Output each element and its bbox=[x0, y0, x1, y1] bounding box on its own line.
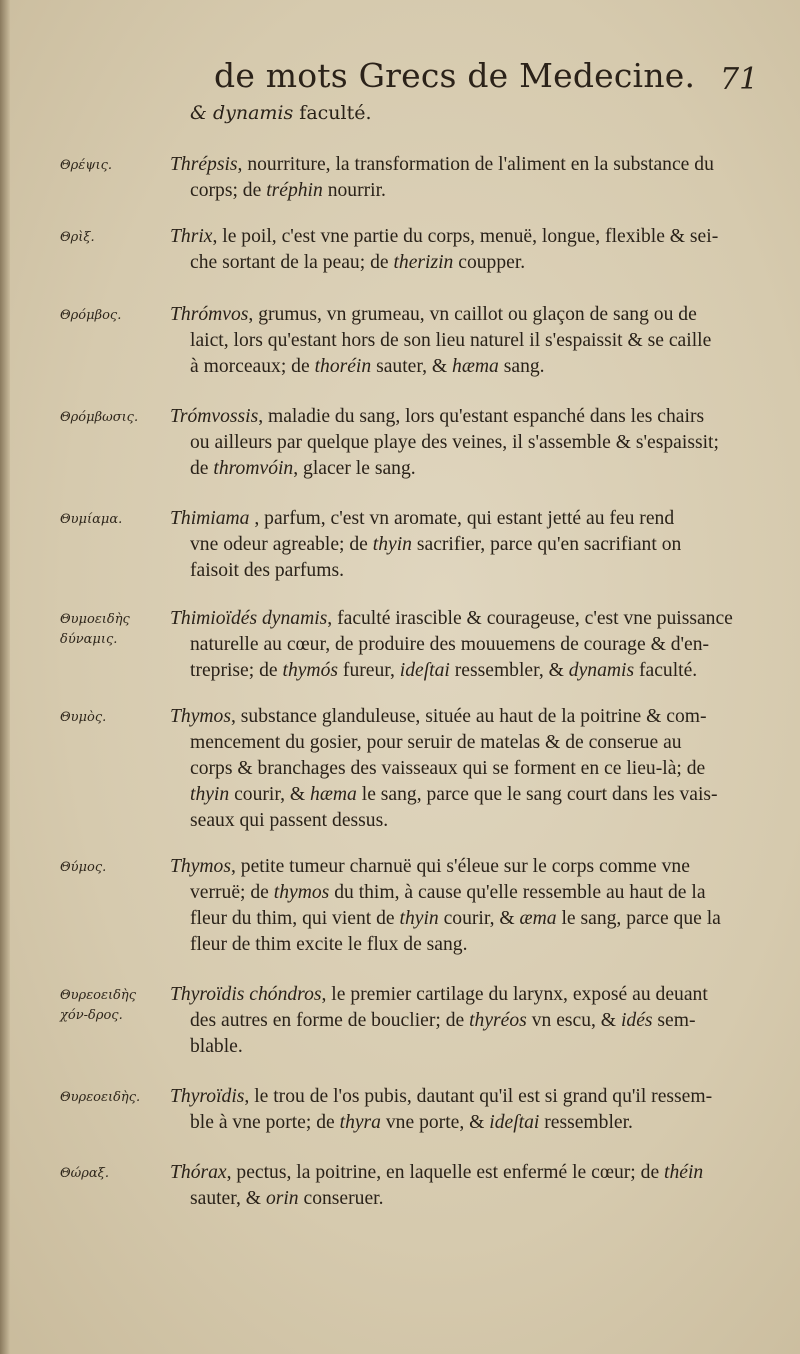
definition-text: che sortant de la peau; de bbox=[190, 252, 394, 273]
entry-definition bbox=[170, 854, 760, 958]
definition-text: sang. bbox=[498, 356, 545, 377]
entry-definition bbox=[170, 982, 760, 1060]
definition-line bbox=[170, 1034, 760, 1060]
definition-text: vn escu, & bbox=[526, 1010, 621, 1031]
definition-text: fleur du thim, qui vient de bbox=[190, 908, 400, 929]
headword-or-etymon: Thyroïdis bbox=[170, 1086, 245, 1107]
definition-text: corps & branchages des vaisseaux qui se forment en ce lieu-là; de bbox=[190, 758, 706, 779]
definition-text: des autres en forme de bouclier; de bbox=[190, 1010, 470, 1031]
headword-or-etymon: théin bbox=[664, 1162, 704, 1183]
definition-line bbox=[170, 1186, 760, 1212]
headword-or-etymon: thyin bbox=[190, 784, 230, 805]
headword-or-etymon: tréphin bbox=[266, 180, 323, 201]
headword-or-etymon: thymos bbox=[273, 882, 330, 903]
definition-text: seaux qui passent dessus. bbox=[190, 810, 389, 831]
definition-line bbox=[170, 224, 760, 250]
margin-greek-term: Θύμος. bbox=[60, 860, 107, 875]
definition-text: de bbox=[190, 458, 214, 479]
headword-or-etymon: Thrépsis bbox=[170, 154, 238, 175]
definition-text: coupper. bbox=[453, 252, 526, 273]
definition-text: nourrir. bbox=[322, 180, 386, 201]
definition-text: , pectus, la poitrine, en laquelle est enfermé le cœur; de bbox=[226, 1162, 665, 1183]
definition-text: , faculté irascible & courageuse, c'est vne puissance bbox=[327, 608, 733, 629]
margin-greek-term: Θυρεοειδὴς. bbox=[60, 1090, 141, 1105]
margin-greek-term: Θρέψις. bbox=[60, 158, 112, 173]
page-header bbox=[0, 56, 800, 106]
headword-or-etymon: hæma bbox=[452, 356, 499, 377]
definition-text: ble à vne porte; de bbox=[190, 1112, 340, 1133]
headword-or-etymon: thoréin bbox=[314, 356, 372, 377]
definition-line bbox=[170, 704, 760, 730]
headword-or-etymon: Trómvossis bbox=[170, 406, 259, 427]
definition-line bbox=[170, 404, 760, 430]
definition-text: blable. bbox=[190, 1036, 243, 1057]
definition-line bbox=[170, 782, 760, 808]
definition-line bbox=[170, 506, 760, 532]
headword-or-etymon: Thrix bbox=[170, 226, 213, 247]
definition-text: , le trou de l'os pubis, dautant qu'il est si grand qu'il ressem- bbox=[244, 1086, 713, 1107]
headword-or-etymon: Thymos bbox=[170, 706, 231, 727]
definition-line bbox=[170, 558, 760, 584]
entry-definition bbox=[170, 506, 760, 584]
headword-or-etymon: dynamis bbox=[568, 660, 635, 681]
margin-greek-term: Θώραξ. bbox=[60, 1166, 109, 1181]
definition-line bbox=[170, 880, 760, 906]
entry-definition bbox=[170, 404, 760, 482]
margin-greek-term: Θυμοειδὴς δύναμις. bbox=[60, 612, 130, 647]
definition-text: , le poil, c'est vne partie du corps, menuë, longue, flexible & sei- bbox=[212, 226, 719, 247]
definition-text: mencement du gosier, pour seruir de matelas & de conserue au bbox=[190, 732, 682, 753]
definition-line bbox=[170, 606, 760, 632]
margin-greek-term: Θρόμβος. bbox=[60, 308, 122, 323]
definition-text: , le premier cartilage du larynx, exposé au deuant bbox=[321, 984, 708, 1005]
definition-text: ressembler. bbox=[539, 1112, 633, 1133]
definition-text: vne porte, & bbox=[380, 1112, 490, 1133]
headword-or-etymon: orin bbox=[265, 1188, 299, 1209]
definition-text: corps; de bbox=[190, 180, 267, 201]
continuation-text: faculté. bbox=[293, 102, 372, 124]
continuation-line bbox=[190, 102, 372, 124]
headword-or-etymon: thyra bbox=[339, 1112, 381, 1133]
definition-text: sauter, & bbox=[371, 356, 453, 377]
headword-or-etymon: ideſtai bbox=[399, 660, 450, 681]
definition-line bbox=[170, 250, 760, 276]
running-title: de mots Grecs de Medecine. bbox=[214, 56, 696, 95]
definition-line bbox=[170, 1084, 760, 1110]
margin-greek-term: Θυρεοειδὴς χόν-δρος. bbox=[60, 988, 136, 1023]
definition-text: sacrifier, parce qu'en sacrifiant on bbox=[411, 534, 682, 555]
entry-definition bbox=[170, 1160, 760, 1212]
definition-text: , substance glanduleuse, située au haut de la poitrine & com- bbox=[230, 706, 707, 727]
page-number: 71 bbox=[720, 62, 759, 97]
headword-or-etymon: Thórax bbox=[170, 1162, 227, 1183]
headword-or-etymon: therizin bbox=[393, 252, 454, 273]
definition-line bbox=[170, 152, 760, 178]
definition-text: faisoit des parfums. bbox=[190, 560, 344, 581]
definition-text: fureur, bbox=[338, 660, 400, 681]
definition-line bbox=[170, 430, 760, 456]
definition-line bbox=[170, 808, 760, 834]
definition-text: laict, lors qu'estant hors de son lieu naturel il s'espaissit & se caille bbox=[190, 330, 712, 351]
definition-text: treprise; de bbox=[190, 660, 283, 681]
margin-greek-term: Θρὶξ. bbox=[60, 230, 95, 245]
entry-definition bbox=[170, 152, 760, 204]
definition-text: ou ailleurs par quelque playe des veines, il s'assemble & s'espaissit; bbox=[190, 432, 719, 453]
headword-or-etymon: thymós bbox=[282, 660, 339, 681]
definition-text: faculté. bbox=[634, 660, 698, 681]
definition-text: , nourriture, la transformation de l'aliment en la substance du bbox=[237, 154, 714, 175]
definition-text: , maladie du sang, lors qu'estant espanché dans les chairs bbox=[258, 406, 705, 427]
definition-line bbox=[170, 1160, 760, 1186]
definition-text: naturelle au cœur, de produire des mouuemens de courage & d'en- bbox=[190, 634, 710, 655]
definition-text: ressembler, & bbox=[449, 660, 569, 681]
headword-or-etymon: Thyroïdis chóndros bbox=[170, 984, 322, 1005]
definition-text: , grumus, vn grumeau, vn caillot ou glaçon de sang ou de bbox=[248, 304, 697, 325]
definition-line bbox=[170, 932, 760, 958]
definition-text: conseruer. bbox=[298, 1188, 384, 1209]
entry-definition bbox=[170, 302, 760, 380]
headword-or-etymon: æma bbox=[519, 908, 557, 929]
headword-or-etymon: thyin bbox=[372, 534, 412, 555]
entry-definition bbox=[170, 1084, 760, 1136]
continuation-term: & dynamis bbox=[190, 102, 294, 124]
page-edge-shadow bbox=[0, 0, 10, 1354]
headword-or-etymon: thyin bbox=[399, 908, 439, 929]
headword-or-etymon: Thymos bbox=[170, 856, 231, 877]
definition-text: le sang, parce que la bbox=[556, 908, 721, 929]
definition-line bbox=[170, 756, 760, 782]
headword-or-etymon: Thrómvos bbox=[170, 304, 249, 325]
definition-line bbox=[170, 354, 760, 380]
definition-text: , petite tumeur charnuë qui s'éleue sur le corps comme vne bbox=[230, 856, 690, 877]
definition-line bbox=[170, 1110, 760, 1136]
headword-or-etymon: Thimioïdés dynamis bbox=[170, 608, 328, 629]
definition-text: sem- bbox=[652, 1010, 696, 1031]
definition-line bbox=[170, 632, 760, 658]
definition-text: vne odeur agreable; de bbox=[190, 534, 373, 555]
definition-line bbox=[170, 906, 760, 932]
definition-line bbox=[170, 302, 760, 328]
margin-greek-term: Θυμὸς. bbox=[60, 710, 107, 725]
definition-text: verruë; de bbox=[190, 882, 274, 903]
entry-definition bbox=[170, 606, 760, 684]
entry-definition bbox=[170, 704, 760, 834]
definition-line bbox=[170, 178, 760, 204]
entry-definition bbox=[170, 224, 760, 276]
definition-text: courir, & bbox=[438, 908, 520, 929]
margin-greek-term: Θυμίαμα. bbox=[60, 512, 123, 527]
definition-text: du thim, à cause qu'elle ressemble au haut de la bbox=[329, 882, 706, 903]
headword-or-etymon: thromvóin bbox=[213, 458, 294, 479]
definition-line bbox=[170, 982, 760, 1008]
headword-or-etymon: hæma bbox=[310, 784, 357, 805]
definition-text: , parfum, c'est vn aromate, qui estant jetté au feu rend bbox=[249, 508, 675, 529]
definition-text: courir, & bbox=[229, 784, 311, 805]
definition-line bbox=[170, 456, 760, 482]
definition-text: fleur de thim excite le flux de sang. bbox=[190, 934, 468, 955]
definition-line bbox=[170, 658, 760, 684]
definition-text: sauter, & bbox=[190, 1188, 266, 1209]
definition-line bbox=[170, 730, 760, 756]
definition-line bbox=[170, 328, 760, 354]
headword-or-etymon: Thimiama bbox=[170, 508, 250, 529]
margin-greek-term: Θρόμβωσις. bbox=[60, 410, 139, 425]
definition-text: à morceaux; de bbox=[190, 356, 315, 377]
headword-or-etymon: idés bbox=[620, 1010, 653, 1031]
definition-line bbox=[170, 854, 760, 880]
definition-line bbox=[170, 1008, 760, 1034]
definition-text: le sang, parce que le sang court dans les vais- bbox=[356, 784, 718, 805]
definition-text: , glacer le sang. bbox=[293, 458, 416, 479]
headword-or-etymon: thyréos bbox=[469, 1010, 527, 1031]
definition-line bbox=[170, 532, 760, 558]
headword-or-etymon: ideſtai bbox=[489, 1112, 540, 1133]
